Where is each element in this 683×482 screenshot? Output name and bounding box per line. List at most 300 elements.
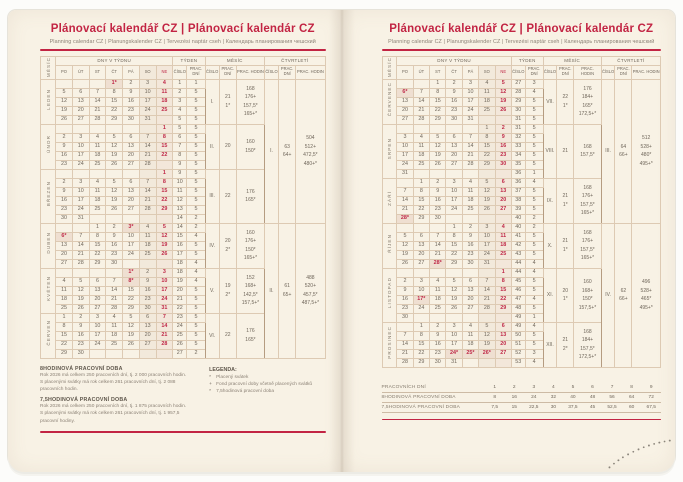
day-cell: 30: [139, 304, 156, 313]
day-cell: 24: [397, 160, 413, 169]
day-cell: [479, 115, 495, 124]
footer-rule-right: [382, 419, 662, 421]
month-hours-cell: 168 184+ 157,5* 172,5+*: [574, 322, 601, 367]
month-workdays-cell: 19 2*: [219, 268, 236, 313]
day-cell: 13: [495, 331, 511, 340]
month-hours-cell: 160 176+ 150* 165+*: [236, 223, 264, 268]
day-cell: 26: [479, 205, 495, 214]
day-cell: 27: [495, 205, 511, 214]
week-workdays-cell: 2: [187, 214, 205, 223]
quarter-hours-cell: 512 528+ 480* 495+*: [632, 79, 661, 223]
week-workdays-cell: 3: [525, 79, 543, 88]
day-cell: [139, 124, 156, 133]
day-cell: 7: [462, 133, 478, 142]
day-cell: 3: [446, 322, 462, 331]
month-name-cell: BŘEZEN: [41, 169, 56, 223]
day-cell: [495, 313, 511, 322]
day-cell: [106, 169, 123, 178]
day-cell: 22: [495, 295, 511, 304]
day-cell: 28*: [430, 259, 446, 268]
day-cell: 7: [106, 277, 123, 286]
conversion-table: [382, 383, 662, 413]
title-separator: |: [519, 23, 523, 35]
month-hours-cell: 176 165*: [236, 169, 264, 223]
week-number-cell: 52: [511, 349, 525, 358]
day-cell: [156, 214, 173, 223]
month-hours-cell: 176 165*: [236, 313, 264, 358]
day-cell: 5: [479, 178, 495, 187]
day-cell: 18: [56, 295, 73, 304]
quarter-number-cell: III.: [601, 79, 615, 223]
sub-header: ČÍSLO: [511, 65, 525, 79]
page-subtitle: Planning calendar CZ | Planungskalender CZ | Tervezési naptár cseh | Календарь планирования чешский: [388, 38, 655, 45]
week-workdays-cell: 5: [187, 151, 205, 160]
day-cell: 27: [72, 115, 89, 124]
week-number-cell: 14: [173, 214, 187, 223]
day-cell: 5: [397, 232, 413, 241]
week-workdays-cell: 5: [525, 106, 543, 115]
month-workdays-cell: 21 2*: [557, 322, 574, 367]
day-cell: 5: [156, 223, 173, 232]
day-cell: [106, 268, 123, 277]
calendar-table-left: [40, 56, 326, 359]
conversion-value: 37,5: [563, 402, 583, 412]
day-cell: [462, 358, 478, 367]
title-cz: Plánovací kalendář CZ: [50, 23, 178, 35]
week-number-cell: 37: [511, 187, 525, 196]
week-number-cell: 51: [511, 340, 525, 349]
day-cell: [413, 223, 429, 232]
month-number-cell: III.: [205, 169, 219, 223]
day-cell: 21: [106, 295, 123, 304]
sub-header: PRAC. HODIN: [574, 65, 601, 79]
week-number-cell: 5: [173, 124, 187, 133]
day-cell: 23: [56, 205, 73, 214]
day-cell: 12: [106, 142, 123, 151]
day-cell: 27: [139, 340, 156, 349]
planner-spread: [8, 10, 675, 472]
day-cell: 11: [495, 232, 511, 241]
day-cell: [462, 124, 478, 133]
worktime-note-line: S placenými svátky má rok celkem 261 pracovních dní, tj. 1 957,5 pracovní hodiny.: [40, 411, 180, 424]
day-cell: 29: [413, 358, 429, 367]
day-cell: 29: [479, 160, 495, 169]
week-workdays-cell: 5: [187, 88, 205, 97]
week-number-cell: 24: [173, 322, 187, 331]
days-in-week-group-header: DNY V TÝDNU: [56, 56, 173, 65]
day-cell: 30: [430, 214, 446, 223]
week-number-cell: 4: [173, 106, 187, 115]
week-number-cell: 9: [173, 160, 187, 169]
day-cell: [156, 259, 173, 268]
week-workdays-cell: 4: [187, 268, 205, 277]
day-cell: [72, 79, 89, 88]
day-cell: 21: [430, 250, 446, 259]
day-cell: 3: [446, 178, 462, 187]
day-cell: 20: [89, 295, 106, 304]
day-cell: 1: [156, 169, 173, 178]
day-cell: 14: [156, 322, 173, 331]
day-cell: 24: [89, 340, 106, 349]
day-cell: 25: [89, 205, 106, 214]
day-cell: 31: [139, 115, 156, 124]
day-cell: 9: [56, 187, 73, 196]
week-number-cell: 20: [173, 286, 187, 295]
week-workdays-cell: 4: [525, 358, 543, 367]
day-cell: 23: [397, 304, 413, 313]
day-cell: 15: [413, 196, 429, 205]
day-cell: [462, 268, 478, 277]
week-number-cell: 49: [511, 322, 525, 331]
sub-header: ČÍSLO: [205, 65, 219, 79]
day-cell: 11: [479, 88, 495, 97]
week-number-cell: 25: [173, 331, 187, 340]
day-cell: 12: [123, 322, 140, 331]
day-cell: 16: [139, 286, 156, 295]
day-cell: [106, 124, 123, 133]
day-cell: 18: [495, 241, 511, 250]
day-cell: [413, 79, 429, 88]
day-cell: [446, 124, 462, 133]
day-cell: 6: [89, 277, 106, 286]
day-cell: 28: [156, 340, 173, 349]
day-cell: 10: [123, 232, 140, 241]
day-cell: 2: [56, 133, 73, 142]
month-name-cell: ZÁŘÍ: [382, 178, 397, 223]
day-cell: 6: [123, 178, 140, 187]
month-column-header: MĚSÍC: [382, 56, 397, 79]
day-cell: 10: [72, 142, 89, 151]
week-number-cell: 18: [173, 268, 187, 277]
day-cell: 22: [413, 349, 429, 358]
day-cell: 24: [413, 304, 429, 313]
day-cell: 15: [156, 142, 173, 151]
legend-item: [209, 381, 325, 388]
week-workdays-cell: 5: [187, 187, 205, 196]
day-cell: 15: [123, 286, 140, 295]
week-workdays-cell: 5: [525, 151, 543, 160]
day-cell: 6: [495, 322, 511, 331]
week-workdays-cell: 5: [187, 169, 205, 178]
day-cell: [139, 214, 156, 223]
day-cell: 22: [446, 250, 462, 259]
month-name-cell: LISTOPAD: [382, 268, 397, 322]
week-workdays-cell: 2: [187, 349, 205, 358]
day-cell: 20: [462, 295, 478, 304]
day-cell: 9: [462, 232, 478, 241]
week-group-header: TÝDEN: [173, 56, 205, 65]
day-cell: 7: [139, 178, 156, 187]
month-hours-cell: 152 168+ 142,5* 157,5+*: [236, 268, 264, 313]
calendar-table-right: [382, 56, 662, 368]
conversion-value: 7,5: [485, 402, 505, 412]
day-cell: 11: [89, 187, 106, 196]
day-cell: 2: [106, 223, 123, 232]
month-hours-cell: 168 176+ 157,5* 165+*: [236, 79, 264, 124]
page-right: [342, 10, 676, 472]
day-cell: 3: [72, 133, 89, 142]
week-workdays-cell: 5: [187, 241, 205, 250]
day-cell: 13: [56, 241, 73, 250]
day-cell: 10: [139, 88, 156, 97]
day-cell: 12: [106, 187, 123, 196]
conversion-value: 7: [602, 383, 622, 393]
day-cell: 29: [413, 214, 429, 223]
day-cell: 23: [106, 250, 123, 259]
day-header: ÚT: [413, 65, 429, 79]
day-cell: 26: [106, 205, 123, 214]
day-cell: 30: [397, 313, 413, 322]
day-cell: 12: [56, 97, 73, 106]
day-cell: 28: [89, 115, 106, 124]
title-separator: |: [181, 23, 185, 35]
week-workdays-cell: 5: [187, 115, 205, 124]
conversion-value: 9: [641, 383, 661, 393]
month-number-cell: V.: [205, 268, 219, 313]
day-cell: 20: [56, 250, 73, 259]
day-cell: 16: [397, 295, 413, 304]
month-hours-cell: 168 176+ 157,5* 165+*: [574, 223, 601, 268]
sub-header: ČÍSLO: [173, 65, 187, 79]
week-number-cell: 44: [511, 268, 525, 277]
week-workdays-cell: 5: [187, 205, 205, 214]
day-cell: 18: [156, 97, 173, 106]
day-cell: [479, 169, 495, 178]
day-cell: 5: [446, 277, 462, 286]
day-cell: 14: [139, 187, 156, 196]
day-cell: 26: [430, 160, 446, 169]
day-cell: 6: [462, 277, 478, 286]
day-cell: 4: [479, 79, 495, 88]
week-number-cell: 2: [173, 88, 187, 97]
week-number-cell: 8: [173, 151, 187, 160]
week-number-cell: 33: [511, 142, 525, 151]
week-workdays-cell: 5: [187, 124, 205, 133]
worktime-notes: [40, 366, 326, 426]
week-workdays-cell: 5: [187, 340, 205, 349]
day-cell: 2: [430, 178, 446, 187]
header-rule: [382, 49, 662, 51]
conversion-row-label: 7,5HODINOVÁ PRACOVNÍ DOBA: [382, 402, 485, 412]
conversion-value: 3: [524, 383, 544, 393]
day-cell: 12: [479, 187, 495, 196]
day-cell: 15: [430, 97, 446, 106]
day-cell: [56, 223, 73, 232]
month-workdays-cell: 20 2*: [219, 223, 236, 268]
week-workdays-cell: 5: [525, 205, 543, 214]
day-header: ČT: [106, 65, 123, 79]
worktime-note-line: S placenými svátky má rok celkem 261 pracovních dní, tj. 2 088 pracovních hodin.: [40, 380, 176, 393]
week-number-cell: 31: [511, 124, 525, 133]
week-number-cell: 6: [173, 133, 187, 142]
legend-text: 7,5hodinová pracovní doba: [216, 389, 274, 395]
day-cell: 14: [413, 97, 429, 106]
day-cell: 19: [479, 340, 495, 349]
day-cell: 26: [72, 304, 89, 313]
day-cell: 22: [89, 250, 106, 259]
day-cell: 10: [446, 187, 462, 196]
day-cell: 30: [56, 214, 73, 223]
day-cell: 29: [106, 115, 123, 124]
week-number-cell: 29: [511, 97, 525, 106]
month-name-cell: ŘÍJEN: [382, 223, 397, 268]
month-number-cell: IX.: [543, 178, 557, 223]
day-cell: 30: [123, 115, 140, 124]
conversion-value: 32: [544, 392, 564, 402]
day-cell: 26: [397, 259, 413, 268]
week-workdays-cell: 5: [187, 313, 205, 322]
day-cell: 7: [89, 88, 106, 97]
day-cell: 5: [106, 133, 123, 142]
day-cell: 6: [72, 88, 89, 97]
day-cell: 30: [72, 349, 89, 358]
day-cell: 28: [72, 259, 89, 268]
day-cell: [397, 178, 413, 187]
day-cell: 17: [72, 196, 89, 205]
day-cell: 23: [430, 205, 446, 214]
month-workdays-cell: 20 1*: [557, 268, 574, 322]
week-number-cell: 43: [511, 250, 525, 259]
week-number-cell: 18: [173, 259, 187, 268]
day-cell: 31: [156, 304, 173, 313]
legend-symbol: +: [209, 381, 212, 387]
day-cell: 8: [495, 277, 511, 286]
day-cell: 2: [123, 79, 140, 88]
day-cell: 19: [156, 241, 173, 250]
day-cell: 14: [106, 286, 123, 295]
day-cell: 27: [123, 160, 140, 169]
day-cell: 16: [430, 340, 446, 349]
day-cell: 29: [156, 205, 173, 214]
day-cell: 20: [446, 151, 462, 160]
day-cell: [123, 169, 140, 178]
week-workdays-cell: 1: [525, 169, 543, 178]
sub-header: PRAC. DNÍ: [279, 65, 296, 79]
day-cell: [462, 313, 478, 322]
month-workdays-cell: 22: [219, 169, 236, 223]
day-cell: 21: [479, 295, 495, 304]
day-cell: 17: [156, 286, 173, 295]
week-workdays-cell: 5: [525, 304, 543, 313]
day-cell: [462, 214, 478, 223]
day-cell: 7: [430, 232, 446, 241]
day-cell: [106, 214, 123, 223]
quarter-number-cell: II.: [264, 223, 278, 358]
quarter-workdays-cell: 61 65+: [279, 223, 296, 358]
day-cell: 11: [106, 322, 123, 331]
day-cell: 18: [139, 241, 156, 250]
day-cell: 2: [430, 322, 446, 331]
day-cell: [430, 124, 446, 133]
day-cell: 16: [446, 97, 462, 106]
day-cell: [72, 223, 89, 232]
day-cell: 4: [495, 223, 511, 232]
day-cell: 25: [56, 304, 73, 313]
day-cell: [56, 124, 73, 133]
day-cell: 17: [72, 151, 89, 160]
conversion-value: 72: [641, 392, 661, 402]
conversion-value: 40: [563, 392, 583, 402]
day-cell: 6: [495, 178, 511, 187]
day-cell: 20: [397, 106, 413, 115]
day-cell: 28: [397, 358, 413, 367]
quarter-hours-cell: 496 528+ 465* 495+*: [632, 223, 661, 367]
day-cell: 11: [413, 142, 429, 151]
day-cell: 4: [156, 79, 173, 88]
day-cell: 2: [72, 313, 89, 322]
month-name-cell: KVĚTEN: [41, 268, 56, 313]
day-cell: 14: [89, 97, 106, 106]
day-cell: 18: [430, 295, 446, 304]
day-header: PO: [56, 65, 73, 79]
day-cell: [123, 349, 140, 358]
sub-header: PRAC. DNÍ: [615, 65, 632, 79]
month-hours-cell: 168 176+ 157,5* 165+*: [574, 178, 601, 223]
day-cell: 12: [495, 88, 511, 97]
days-in-week-group-header: DNY V TÝDNU: [397, 56, 512, 65]
day-cell: 13: [495, 187, 511, 196]
week-number-cell: 7: [173, 142, 187, 151]
week-number-cell: 45: [511, 277, 525, 286]
day-cell: [397, 124, 413, 133]
conversion-value: 8: [622, 383, 642, 393]
sub-header: ČÍSLO: [601, 65, 615, 79]
week-number-cell: 44: [511, 259, 525, 268]
week-workdays-cell: 5: [187, 142, 205, 151]
day-cell: 1: [479, 124, 495, 133]
week-workdays-cell: 4: [525, 322, 543, 331]
header-rule: [40, 49, 326, 51]
day-cell: [139, 259, 156, 268]
day-cell: 23: [72, 340, 89, 349]
day-cell: 5: [479, 322, 495, 331]
conversion-value: 4: [544, 383, 564, 393]
day-cell: 9: [72, 322, 89, 331]
day-cell: 3*: [123, 223, 140, 232]
day-cell: 19: [56, 106, 73, 115]
day-cell: 9: [446, 88, 462, 97]
dotted-corner-decoration: [608, 432, 672, 470]
day-cell: 9: [56, 142, 73, 151]
day-cell: 30: [462, 259, 478, 268]
day-cell: 16: [56, 151, 73, 160]
day-cell: [430, 268, 446, 277]
day-cell: [397, 322, 413, 331]
day-cell: 24: [72, 160, 89, 169]
week-workdays-cell: 5: [187, 331, 205, 340]
week-workdays-cell: 4: [525, 259, 543, 268]
day-cell: [123, 124, 140, 133]
day-cell: 31: [397, 169, 413, 178]
day-cell: 30: [430, 358, 446, 367]
day-cell: 29: [446, 259, 462, 268]
day-cell: 10: [397, 142, 413, 151]
week-workdays-cell: 5: [525, 115, 543, 124]
day-cell: 3: [413, 277, 429, 286]
conversion-value: 52,5: [602, 402, 622, 412]
day-cell: 14: [139, 142, 156, 151]
day-cell: 7: [397, 187, 413, 196]
month-workdays-cell: 21: [557, 124, 574, 178]
week-number-cell: 30: [511, 106, 525, 115]
day-cell: 25: [413, 160, 429, 169]
day-cell: 17*: [413, 295, 429, 304]
week-group-header: TÝDEN: [511, 56, 543, 65]
day-cell: 4: [430, 277, 446, 286]
day-cell: 7: [72, 232, 89, 241]
day-cell: 3: [156, 268, 173, 277]
day-cell: 22: [156, 196, 173, 205]
